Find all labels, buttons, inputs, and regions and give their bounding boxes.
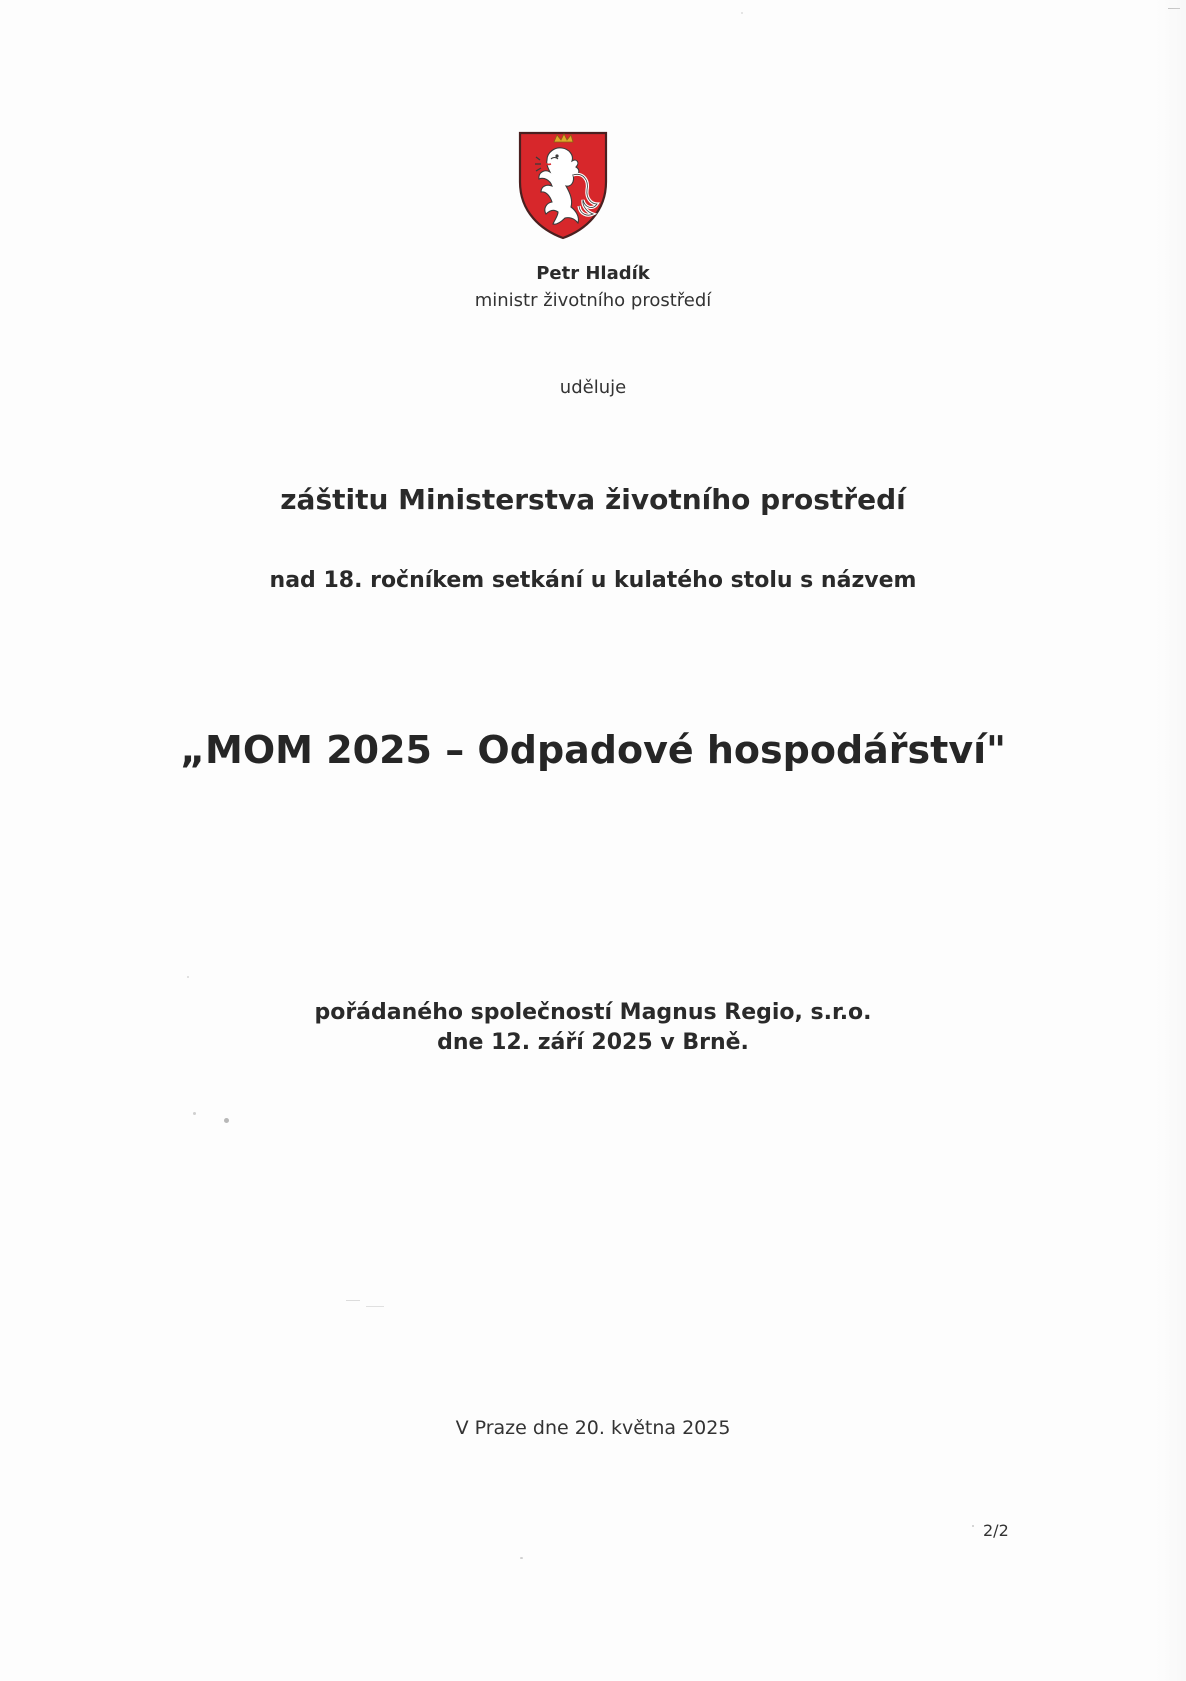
signer-role: ministr životního prostředí [474, 290, 712, 311]
scan-edge-shadow [1156, 0, 1186, 1681]
scan-speck [366, 1306, 384, 1307]
place-and-date: V Praze dne 20. května 2025 [455, 1417, 731, 1439]
scan-speck [187, 976, 189, 978]
signer-name: Petr Hladík [536, 263, 650, 284]
scan-speck [193, 1112, 196, 1115]
scan-speck [972, 1525, 974, 1527]
scan-speck [346, 1300, 360, 1301]
scan-speck [741, 12, 743, 14]
event-date-line: dne 12. září 2025 v Brně. [437, 1030, 749, 1055]
subject-line: nad 18. ročníkem setkání u kulatého stolu s názvem [269, 568, 917, 593]
czech-coat-of-arms-icon [517, 130, 609, 242]
patronage-heading: záštitu Ministerstva životního prostředí [280, 483, 906, 516]
grant-verb: uděluje [559, 377, 627, 398]
scan-speck [520, 1557, 523, 1559]
event-title: „MOM 2025 – Odpadové hospodářství" [180, 728, 1006, 772]
scan-speck [224, 1118, 229, 1123]
page-number: 2/2 [983, 1521, 1009, 1540]
organizer-line: pořádaného společností Magnus Regio, s.r.o. [314, 1000, 872, 1025]
